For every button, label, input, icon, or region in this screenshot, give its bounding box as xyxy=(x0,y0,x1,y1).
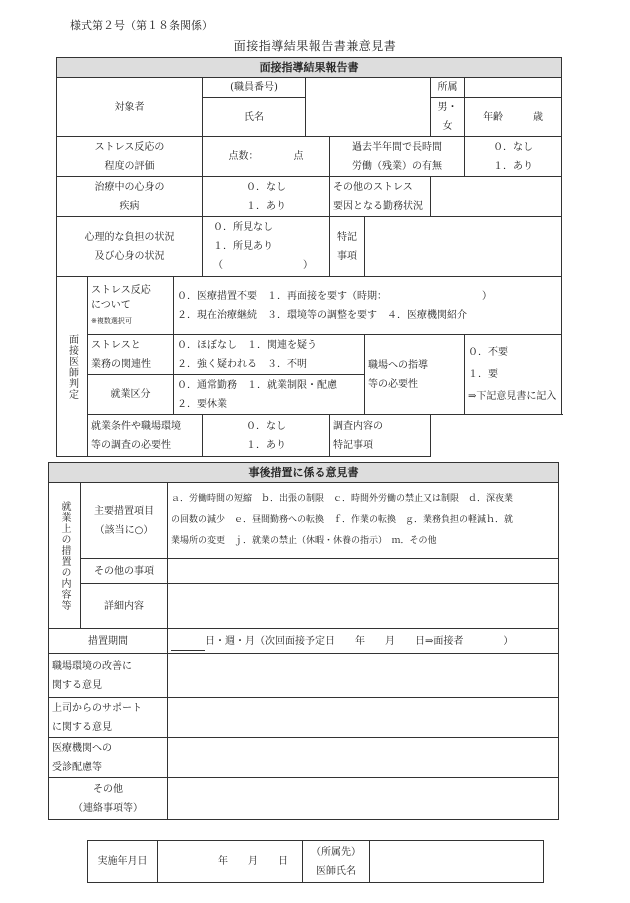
mental-options[interactable]: ０．所見なし １．所見あり （ ） xyxy=(203,217,330,277)
multi-select-note: ※複数選択可 xyxy=(91,317,132,325)
env-improve-value[interactable] xyxy=(168,654,559,698)
mental-label: 心理的な負担の状況 及び心身の状況 xyxy=(57,217,203,277)
footer-table xyxy=(87,840,544,883)
period-field[interactable]: 日・週・月（次回面接予定日 年 月 日⇒面接者 ） xyxy=(168,629,559,654)
work-rel-options[interactable]: ０．ほぼなし １．関連を疑う ２．強く疑われる ３．不明 xyxy=(174,335,365,375)
details-value[interactable] xyxy=(168,584,559,629)
doctor-value[interactable] xyxy=(370,841,544,883)
dept-value[interactable] xyxy=(465,78,562,98)
illness-options[interactable]: ０．なし １．あり xyxy=(203,177,330,217)
judgement-label: 面接医師判定 xyxy=(57,277,88,457)
opinion-table xyxy=(48,462,559,820)
overtime-options[interactable]: ０．なし １．あり xyxy=(465,137,562,177)
support-value[interactable] xyxy=(168,698,559,738)
main-measures-label: 主要措置項目 （該当に○） xyxy=(81,483,168,559)
period-label: 措置期間 xyxy=(49,629,168,654)
score-field[interactable]: 点数： 点 xyxy=(203,137,330,177)
work-cat-label: 就業区分 xyxy=(88,375,174,415)
medical-value[interactable] xyxy=(168,738,559,778)
other-stress-value[interactable] xyxy=(431,177,562,217)
age-field[interactable]: 年齢 歳 xyxy=(465,98,562,137)
notes-value[interactable] xyxy=(365,217,562,277)
gender-field[interactable]: 男・女 xyxy=(431,98,465,137)
stress-eval-label: ストレス反応の 程度の評価 xyxy=(57,137,203,177)
period-blank[interactable] xyxy=(171,638,205,651)
work-rel-label: ストレスと 業務の関連性 xyxy=(88,335,174,375)
date-field[interactable]: 年 月 日 xyxy=(158,841,303,883)
overtime-label: 過去半年間で長時間 労働（残業）の有無 xyxy=(330,137,465,177)
subject-label: 対象者 xyxy=(57,78,203,137)
form-number: 様式第２号（第１８条関係） xyxy=(70,19,213,32)
env-survey-label: 就業条件や職場環境 等の調査の必要性 xyxy=(88,415,203,457)
workplace-label: 職場への指導 等の必要性 xyxy=(365,335,465,415)
measures-label: 就業上の措置の内容等 xyxy=(49,483,81,629)
main-measures-options[interactable]: ａ．労働時間の短縮 ｂ．出張の制限 ｃ．時間外労働の禁止又は制限 ｄ．深夜業 の回数の減少 ｅ．昼間勤務への転換 ｆ．作業の転換 ｇ．業務負担の軽減ｈ．就 業場所の変更 ｊ．就業の禁止（休暇・休養の指示） ｍ．その他 xyxy=(168,483,559,559)
document-title: 面接指導結果報告書兼意見書 xyxy=(233,39,397,53)
opinion-section-title: 事後措置に係る意見書 xyxy=(49,463,559,483)
employee-no-value[interactable] xyxy=(306,78,431,137)
env-improve-label: 職場環境の改善に 関する意見 xyxy=(49,654,168,698)
report-table xyxy=(56,57,562,457)
stress-resp-label: ストレス反応 について ※複数選択可 xyxy=(88,277,174,335)
work-cat-options[interactable]: ０．通常勤務 １．就業制限・配慮 ２．要休業 xyxy=(174,375,365,415)
medical-label: 医療機関への 受診配慮等 xyxy=(49,738,168,778)
survey-notes-label: 調査内容の 特記事項 xyxy=(330,415,431,457)
stress-resp-options[interactable]: ０．医療措置不要 １．再面接を要す（時期： ） ２．現在治療継続 ３．環境等の調整を要す ４．医療機関紹介 xyxy=(174,277,562,335)
employee-no-label: (職員番号) xyxy=(203,78,306,98)
other-stress-label: その他のストレス 要因となる勤務状況 xyxy=(330,177,431,217)
dept-label: 所属 xyxy=(431,78,465,98)
doctor-label: （所属先） 医師氏名 xyxy=(303,841,370,883)
env-survey-options[interactable]: ０．なし １．あり xyxy=(203,415,330,457)
other-notes-label: その他 （連絡事項等） xyxy=(49,778,168,820)
workplace-options[interactable]: ０．不要 １．要 ⇒下記意見書に記入 xyxy=(465,335,562,415)
report-section-title: 面接指導結果報告書 xyxy=(57,58,562,78)
support-label: 上司からのサポート に関する意見 xyxy=(49,698,168,738)
details-label: 詳細内容 xyxy=(81,584,168,629)
date-label: 実施年月日 xyxy=(88,841,158,883)
notes-label: 特記 事項 xyxy=(330,217,365,277)
illness-label: 治療中の心身の 疾病 xyxy=(57,177,203,217)
other-items-value[interactable] xyxy=(168,559,559,584)
name-label: 氏名 xyxy=(203,98,306,137)
survey-notes-value[interactable] xyxy=(431,415,562,457)
other-notes-value[interactable] xyxy=(168,778,559,820)
other-items-label: その他の事項 xyxy=(81,559,168,584)
